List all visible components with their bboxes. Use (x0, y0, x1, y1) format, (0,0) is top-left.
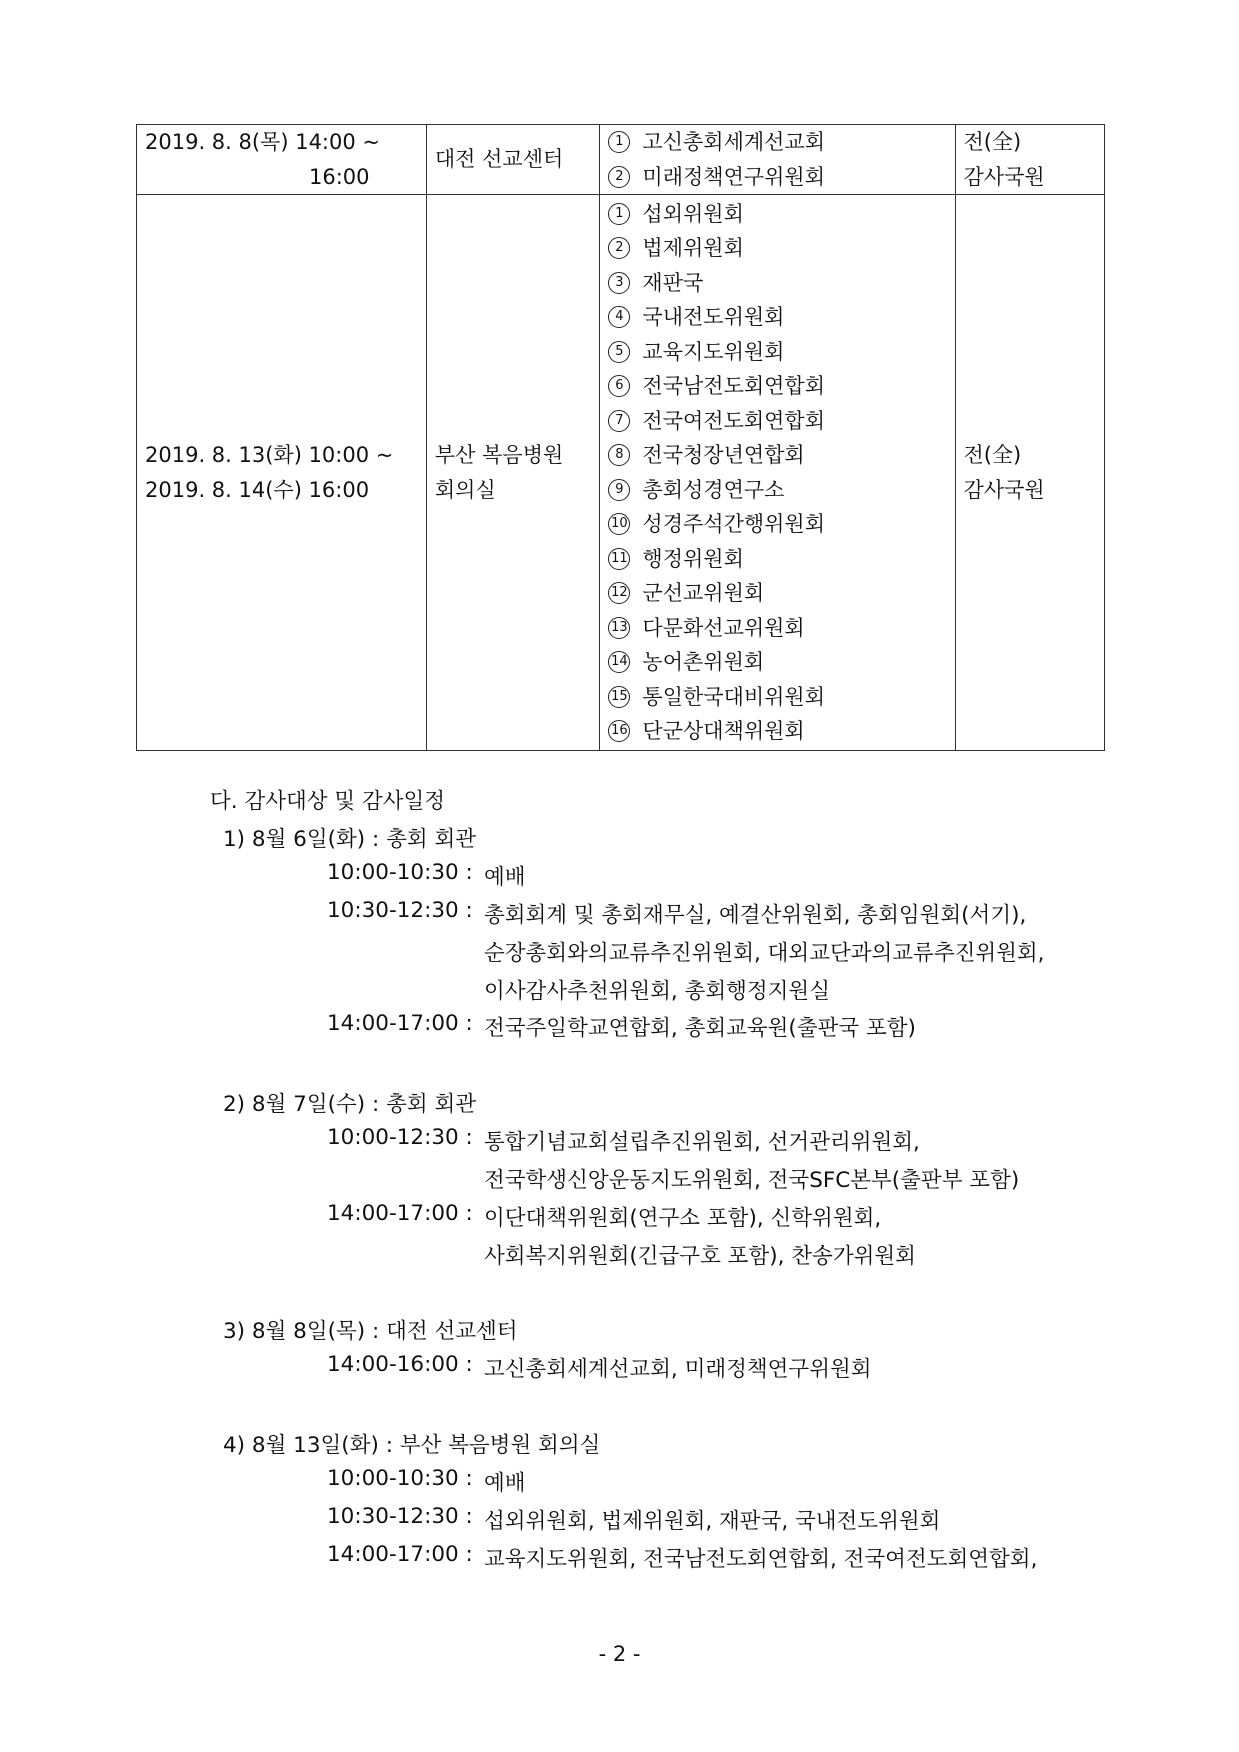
list-item (608, 197, 946, 232)
list-item (608, 542, 946, 577)
circled-number: 8 (608, 444, 630, 466)
schedule-time: 10:00-12:30 : (327, 1125, 473, 1150)
date-line: 2019. 8. 14(수) 16:00 (145, 477, 370, 502)
target-name: 군선교위원회 (642, 581, 765, 605)
list-item (608, 680, 946, 715)
table-row (137, 125, 1105, 195)
schedule-time: 14:00-17:00 : (327, 1542, 473, 1567)
schedule-time: 14:00-17:00 : (327, 1201, 473, 1226)
schedule-entry: 총회회계 및 총회재무실, 예결산위원회, 총회임원회(서기), (484, 903, 1027, 928)
list-item (608, 576, 946, 611)
schedule-entry: 이사감사추천위원회, 총회행정지원실 (484, 979, 830, 1004)
target-cell (600, 125, 955, 195)
schedule-time: 10:00-10:30 : (327, 860, 473, 885)
list-item (608, 611, 946, 646)
target-name: 단군상대책위원회 (642, 719, 805, 743)
circled-number: 7 (608, 410, 630, 432)
auditor-line: 감사국원 (963, 164, 1045, 189)
circled-number: 5 (608, 341, 630, 363)
target-name: 농어촌위원회 (642, 650, 765, 674)
schedule-entry: 통합기념교회설립추진위원회, 선거관리위원회, (484, 1130, 920, 1155)
schedule-entry: 사회복지위원회(긴급구호 포함), 찬송가위원회 (484, 1244, 916, 1269)
place-line: 회의실 (434, 477, 496, 502)
circled-number: 1 (608, 203, 630, 225)
list-item (608, 335, 946, 370)
circled-number: 14 (608, 651, 630, 673)
target-name: 전국청장년연합회 (642, 443, 805, 467)
audit-schedule-table (136, 124, 1105, 751)
list-item (608, 404, 946, 439)
circled-number: 15 (608, 686, 630, 708)
list-item (608, 438, 946, 473)
schedule-time: 10:00-10:30 : (327, 1466, 473, 1491)
schedule-entry: 고신총회세계선교회, 미래정책연구위원회 (484, 1357, 872, 1382)
list-item (608, 645, 946, 680)
target-name: 고신총회세계선교회 (642, 130, 825, 154)
target-name: 국내전도위원회 (642, 305, 785, 329)
target-name: 성경주석간행위원회 (642, 512, 825, 536)
target-name: 행정위원회 (642, 546, 744, 571)
target-name: 전국남전도회연합회 (642, 374, 825, 398)
schedule-heading: 2) 8월 7일(수) : 총회 회관 (223, 1092, 476, 1117)
schedule-entry: 예배 (484, 1471, 526, 1496)
list-item (608, 369, 946, 404)
date-cell (137, 195, 427, 751)
date-line: 2019. 8. 13(화) 10:00 ~ (145, 443, 394, 467)
circled-number: 16 (608, 720, 630, 742)
table-row (137, 195, 1105, 751)
circled-number: 1 (608, 131, 630, 153)
target-name: 다문화선교위원회 (642, 615, 805, 640)
schedule-time: 10:30-12:30 : (327, 1504, 473, 1529)
schedule-entry: 이단대책위원회(연구소 포함), 신학위원회, (484, 1206, 882, 1231)
section-title: 다. 감사대상 및 감사일정 (210, 789, 446, 814)
auditor-line: 감사국원 (963, 477, 1045, 502)
target-name: 통일한국대비위원회 (642, 684, 825, 709)
list-item (608, 300, 946, 335)
date-line: 2019. 8. 8(목) 14:00 ~ (145, 130, 381, 154)
list-item (608, 160, 946, 195)
schedule-heading: 4) 8월 13일(화) : 부산 복음병원 회의실 (223, 1433, 601, 1458)
list-item (608, 714, 946, 749)
list-item (608, 231, 946, 266)
schedule-heading: 1) 8월 6일(화) : 총회 회관 (223, 827, 476, 852)
target-name: 재판국 (642, 270, 704, 295)
list-item (608, 125, 946, 160)
list-item (608, 507, 946, 542)
target-name: 총회성경연구소 (642, 477, 785, 502)
circled-number: 10 (608, 513, 630, 535)
circled-number: 2 (608, 237, 630, 259)
page-number: - 2 - (598, 1642, 641, 1666)
auditor-line: 전(全) (963, 130, 1022, 154)
circled-number: 12 (608, 582, 630, 604)
schedule-entry: 전국주일학교연합회, 총회교육원(출판국 포함) (484, 1016, 916, 1041)
schedule-time: 14:00-16:00 : (327, 1352, 473, 1377)
auditor-line: 전(全) (963, 443, 1022, 467)
auditor-cell (955, 195, 1104, 751)
circled-number: 3 (608, 272, 630, 294)
schedule-heading: 3) 8월 8일(목) : 대전 선교센터 (223, 1319, 518, 1344)
circled-number: 13 (608, 617, 630, 639)
target-name: 섭외위원회 (642, 201, 744, 226)
schedule-entry: 섭외위원회, 법제위원회, 재판국, 국내전도위원회 (484, 1509, 941, 1534)
circled-number: 4 (608, 306, 630, 328)
place-line: 부산 복음병원 (434, 443, 564, 467)
list-item (608, 266, 946, 301)
schedule-entry: 순장총회와의교류추진위원회, 대외교단과의교류추진위원회, (484, 941, 1045, 966)
target-name: 미래정책연구위원회 (642, 164, 825, 189)
circled-number: 9 (608, 479, 630, 501)
schedule-entry: 예배 (484, 865, 526, 890)
auditor-cell (955, 125, 1104, 195)
list-item (608, 473, 946, 508)
target-name: 전국여전도회연합회 (642, 408, 825, 433)
date-cell (137, 125, 427, 195)
place-cell (426, 195, 600, 751)
schedule-time: 14:00-17:00 : (327, 1011, 473, 1036)
target-name: 교육지도위원회 (642, 339, 785, 364)
schedule-entry: 교육지도위원회, 전국남전도회연합회, 전국여전도회연합회, (484, 1547, 1038, 1572)
target-cell (600, 195, 955, 751)
target-name: 법제위원회 (642, 236, 744, 260)
place-line: 대전 선교센터 (434, 147, 564, 172)
date-line: 16:00 (309, 164, 370, 189)
schedule-entry: 전국학생신앙운동지도위원회, 전국SFC본부(출판부 포함) (484, 1168, 1020, 1193)
circled-number: 2 (608, 166, 630, 188)
circled-number: 11 (608, 548, 630, 570)
place-cell (426, 125, 600, 195)
schedule-time: 10:30-12:30 : (327, 898, 473, 923)
circled-number: 6 (608, 375, 630, 397)
